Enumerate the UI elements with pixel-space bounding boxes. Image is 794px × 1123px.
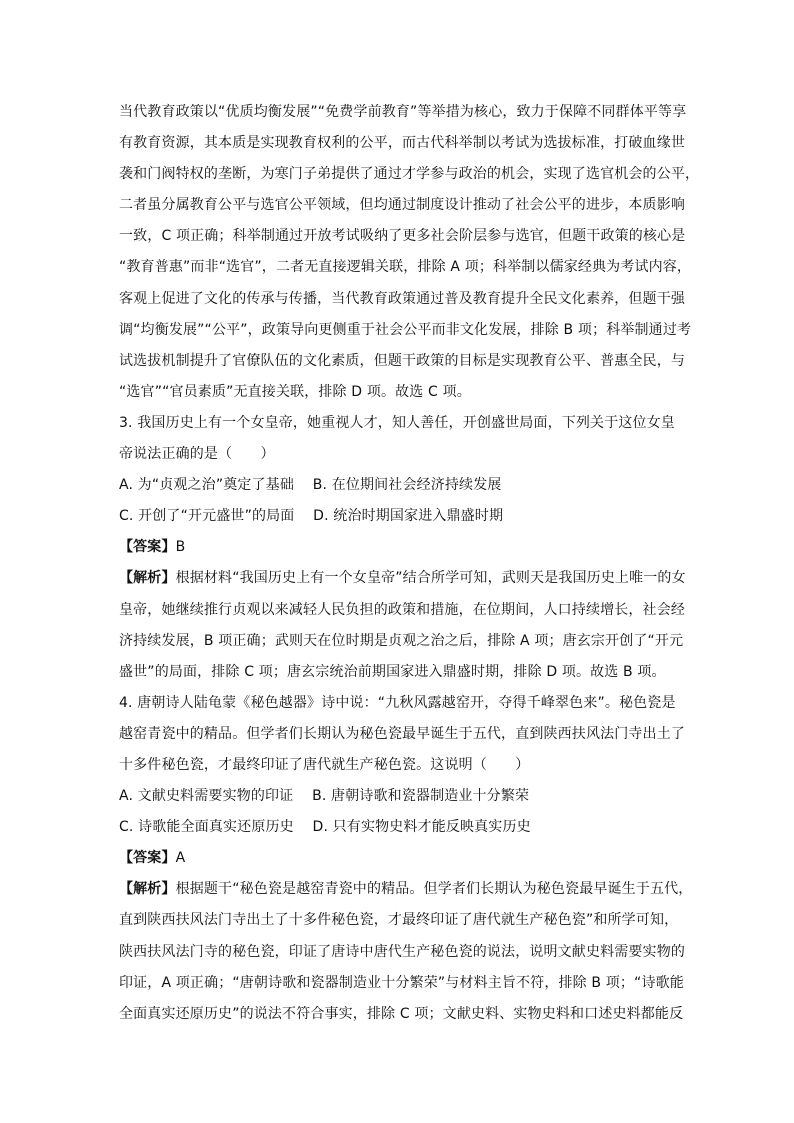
question-3	[119, 408, 686, 688]
text-line: “教育普惠”而非“选官”，二者无直接逻辑关联，排除 A 项；科举制以儒家经典为考试内容，	[119, 259, 692, 276]
option-line: A. 为“贞观之治”奠定了基础 B. 在位期间社会经济持续发展	[119, 477, 502, 494]
question-stem-line: 越窑青瓷中的精品。但学者们长期认为秘色瓷最早诞生于五代，直到陕西扶风法门寺出土了	[119, 725, 685, 742]
text-line: 一致，C 项正确；科举制通过开放考试吸纳了更多社会阶层参与选官，但题干政策的核心是	[119, 228, 686, 245]
option-line: C. 诗歌能全面真实还原历史 D. 只有实物史料才能反映真实历史	[119, 819, 531, 836]
text-line: “选官”“官员素质”无直接关联，排除 D 项。故选 C 项。	[119, 383, 471, 400]
question-stem-line: 帝说法正确的是（ ）	[119, 446, 275, 463]
text-line: 客观上促进了文化的传承与传播，当代教育政策通过普及教育提升全民文化素养，但题干强	[119, 290, 685, 307]
q2-analysis-paragraph	[119, 97, 700, 408]
question-stem-line: 3. 我国历史上有一个女皇帝，她重视人才，知人善任，开创盛世局面，下列关于这位女皇	[119, 414, 675, 431]
analysis-line: 盛世”的局面，排除 C 项；唐玄宗统治前期国家进入鼎盛时期，排除 D 项。故选 B 项。	[119, 663, 666, 680]
analysis-line: 陕西扶风法门寺的秘色瓷，印证了唐诗中唐代生产秘色瓷的说法，说明文献史料需要实物的	[119, 943, 685, 960]
analysis-line: 皇帝，她继续推行贞观以来减轻人民负担的政策和措施，在位期间，人口持续增长，社会经	[119, 601, 685, 618]
answer-tag: 【答案】	[119, 850, 176, 867]
analysis-tag: 【解析】	[119, 881, 176, 898]
answer-tag: 【答案】	[119, 539, 176, 556]
text-line: 袭和门阀特权的垄断，为寒门子弟提供了通过才学参与政治的机会，实现了选官机会的公平，	[119, 166, 700, 183]
analysis-line: 印证，A 项正确；“唐朝诗歌和瓷器制造业十分繁荣”与材料主旨不符，排除 B 项；“诗歌能	[119, 974, 684, 991]
question-stem-line: 4. 唐朝诗人陆龟蒙《秘色越器》诗中说：“九秋风露越窑开，夺得千峰翠色来”。秘色瓷是	[119, 694, 676, 711]
analysis-line	[119, 563, 686, 594]
text-line: 调“均衡发展”“公平”，政策导向更侧重于社会公平而非文化发展，排除 B 项；科举制通过考	[119, 321, 692, 338]
option-line: A. 文献史料需要实物的印证 B. 唐朝诗歌和瓷器制造业十分繁荣	[119, 788, 530, 805]
answer-line	[119, 532, 681, 563]
question-4	[119, 688, 693, 1030]
question-stem-line: 十多件秘色瓷，才最终印证了唐代就生产秘色瓷。这说明（ ）	[119, 756, 530, 773]
analysis-line: 全面真实还原历史”的说法不符合事实，排除 C 项；文献史料、实物史料和口述史料都能反	[119, 1005, 684, 1022]
text-line: 当代教育政策以“优质均衡发展”“免费学前教育”等举措为核心，致力于保障不同群体平等享	[119, 104, 687, 120]
analysis-line: 直到陕西扶风法门寺出土了十多件秘色瓷，才最终印证了唐代就生产秘色瓷”和所学可知，	[119, 912, 679, 929]
analysis-text: 根据题干“秘色瓷是越窑青瓷中的精品。但学者们长期认为秘色瓷最早诞生于五代，	[175, 881, 693, 898]
analysis-tag: 【解析】	[119, 570, 176, 587]
text-line: 有教育资源，其本质是实现教育权利的公平，而古代科举制以考试为选拔标准，打破血缘世	[119, 135, 685, 152]
analysis-line: 济持续发展，B 项正确；武则天在位时期是贞观之治之后，排除 A 项；唐玄宗开创了“开元	[119, 632, 684, 649]
answer-value: B	[175, 539, 186, 556]
analysis-text: 根据材料“我国历史上有一个女皇帝”结合所学可知，武则天是我国历史上唯一的女	[175, 570, 686, 587]
page-content	[119, 97, 700, 1030]
answer-line	[119, 843, 681, 874]
analysis-line	[119, 874, 693, 905]
answer-value: A	[175, 850, 186, 867]
text-line: 试选拔机制提升了官僚队伍的文化素质，但题干政策的目标是实现教育公平、普惠全民，与	[119, 352, 685, 369]
text-line: 二者虽分属教育公平与选官公平领域，但均通过制度设计推动了社会公平的进步，本质影响	[119, 197, 685, 214]
option-line: C. 开创了“开元盛世”的局面 D. 统治时期国家进入鼎盛时期	[119, 508, 504, 525]
